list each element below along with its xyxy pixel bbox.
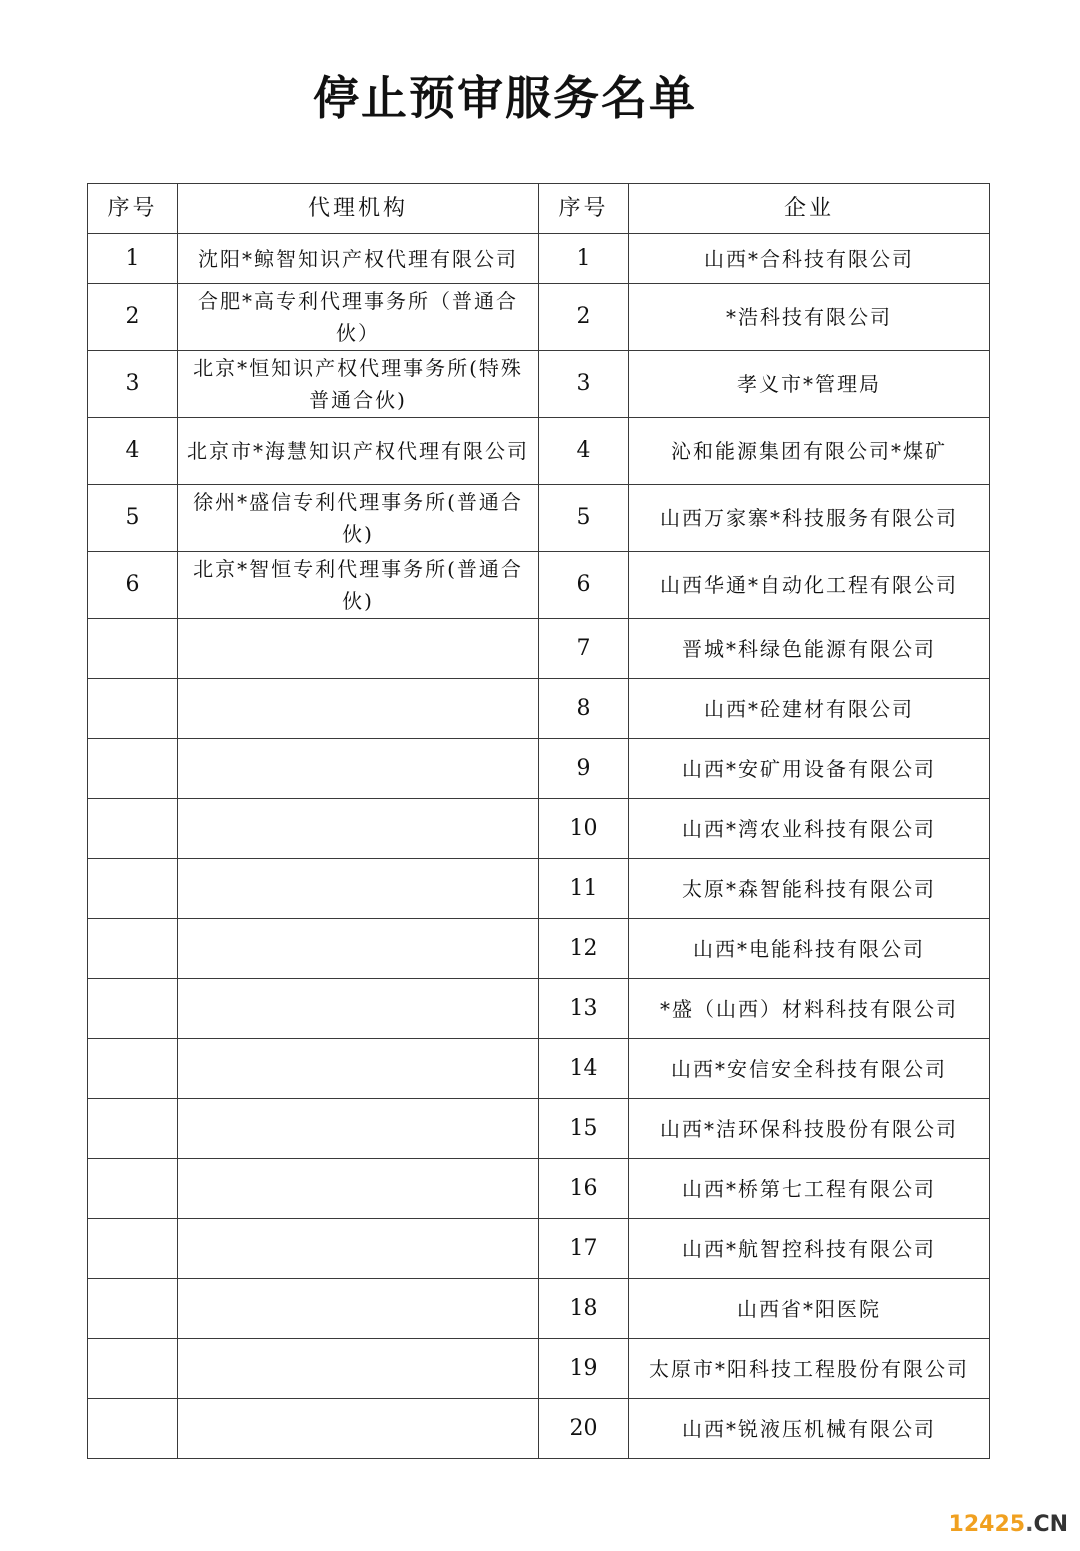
company-seq: 14 bbox=[539, 1039, 629, 1099]
agency-seq bbox=[88, 1099, 178, 1159]
table-row bbox=[88, 859, 990, 919]
company-seq: 5 bbox=[539, 485, 629, 552]
company-name: 沁和能源集团有限公司*煤矿 bbox=[629, 418, 990, 485]
company-name: 太原*森智能科技有限公司 bbox=[629, 859, 990, 919]
agency-name bbox=[178, 799, 539, 859]
agency-seq: 6 bbox=[88, 552, 178, 619]
company-name: 孝义市*管理局 bbox=[629, 351, 990, 418]
agency-seq bbox=[88, 1339, 178, 1399]
company-seq: 16 bbox=[539, 1159, 629, 1219]
agency-seq bbox=[88, 919, 178, 979]
agency-seq: 5 bbox=[88, 485, 178, 552]
table-row bbox=[88, 679, 990, 739]
agency-name: 北京市*海慧知识产权代理有限公司 bbox=[178, 418, 539, 485]
agency-seq: 1 bbox=[88, 234, 178, 284]
company-name: 山西*锐液压机械有限公司 bbox=[629, 1399, 990, 1459]
agency-seq bbox=[88, 679, 178, 739]
table-row bbox=[88, 1099, 990, 1159]
agency-seq bbox=[88, 1039, 178, 1099]
company-seq: 20 bbox=[539, 1399, 629, 1459]
agency-name: 徐州*盛信专利代理事务所(普通合伙) bbox=[178, 485, 539, 552]
agency-seq bbox=[88, 1159, 178, 1219]
company-seq: 18 bbox=[539, 1279, 629, 1339]
company-seq: 15 bbox=[539, 1099, 629, 1159]
company-name: *浩科技有限公司 bbox=[629, 284, 990, 351]
table-row bbox=[88, 1399, 990, 1459]
company-seq: 10 bbox=[539, 799, 629, 859]
company-name: 山西*湾农业科技有限公司 bbox=[629, 799, 990, 859]
company-seq: 2 bbox=[539, 284, 629, 351]
agency-name bbox=[178, 1219, 539, 1279]
table-row bbox=[88, 979, 990, 1039]
agency-name bbox=[178, 1099, 539, 1159]
agency-name bbox=[178, 619, 539, 679]
agency-seq bbox=[88, 1219, 178, 1279]
company-seq: 4 bbox=[539, 418, 629, 485]
company-name: 山西*桥第七工程有限公司 bbox=[629, 1159, 990, 1219]
agency-seq bbox=[88, 799, 178, 859]
table-row bbox=[88, 739, 990, 799]
company-name: 太原市*阳科技工程股份有限公司 bbox=[629, 1339, 990, 1399]
company-name: 山西万家寨*科技服务有限公司 bbox=[629, 485, 990, 552]
page-title: 停止预审服务名单 bbox=[313, 71, 697, 125]
table-row bbox=[88, 1039, 990, 1099]
agency-seq bbox=[88, 1279, 178, 1339]
table-row bbox=[88, 619, 990, 679]
company-name: 山西省*阳医院 bbox=[629, 1279, 990, 1339]
agency-name bbox=[178, 1159, 539, 1219]
company-seq: 11 bbox=[539, 859, 629, 919]
company-seq: 8 bbox=[539, 679, 629, 739]
agency-name: 北京*智恒专利代理事务所(普通合伙) bbox=[178, 552, 539, 619]
agency-name bbox=[178, 1039, 539, 1099]
company-name: 山西*砼建材有限公司 bbox=[629, 679, 990, 739]
agency-seq bbox=[88, 859, 178, 919]
watermark-dot: . bbox=[1025, 1512, 1034, 1537]
table-row bbox=[88, 351, 990, 418]
agency-name bbox=[178, 1399, 539, 1459]
site-watermark bbox=[949, 1512, 1068, 1537]
table-row bbox=[88, 552, 990, 619]
stop-list-table bbox=[87, 183, 990, 1459]
company-name: 山西华通*自动化工程有限公司 bbox=[629, 552, 990, 619]
agency-seq: 3 bbox=[88, 351, 178, 418]
company-seq: 17 bbox=[539, 1219, 629, 1279]
agency-name bbox=[178, 919, 539, 979]
agency-seq bbox=[88, 739, 178, 799]
table-row bbox=[88, 799, 990, 859]
agency-name: 北京*恒知识产权代理事务所(特殊普通合伙) bbox=[178, 351, 539, 418]
company-name: *盛（山西）材料科技有限公司 bbox=[629, 979, 990, 1039]
agency-seq bbox=[88, 979, 178, 1039]
agency-name bbox=[178, 979, 539, 1039]
agency-name: 沈阳*鲸智知识产权代理有限公司 bbox=[178, 234, 539, 284]
agency-name bbox=[178, 1339, 539, 1399]
agency-name: 合肥*高专利代理事务所（普通合伙） bbox=[178, 284, 539, 351]
header-company: 企业 bbox=[629, 184, 990, 234]
company-seq: 12 bbox=[539, 919, 629, 979]
company-name: 山西*航智控科技有限公司 bbox=[629, 1219, 990, 1279]
header-seq-right: 序号 bbox=[539, 184, 629, 234]
agency-name bbox=[178, 679, 539, 739]
company-seq: 9 bbox=[539, 739, 629, 799]
company-name: 山西*电能科技有限公司 bbox=[629, 919, 990, 979]
company-name: 山西*合科技有限公司 bbox=[629, 234, 990, 284]
agency-seq: 4 bbox=[88, 418, 178, 485]
agency-seq bbox=[88, 619, 178, 679]
watermark-suffix: CN bbox=[1033, 1512, 1068, 1537]
company-name: 山西*安矿用设备有限公司 bbox=[629, 739, 990, 799]
company-name: 晋城*科绿色能源有限公司 bbox=[629, 619, 990, 679]
agency-name bbox=[178, 859, 539, 919]
company-seq: 1 bbox=[539, 234, 629, 284]
table-row bbox=[88, 919, 990, 979]
table-row bbox=[88, 418, 990, 485]
agency-seq bbox=[88, 1399, 178, 1459]
header-agency: 代理机构 bbox=[178, 184, 539, 234]
table-row bbox=[88, 234, 990, 284]
table-row bbox=[88, 1279, 990, 1339]
watermark-number: 12425 bbox=[948, 1512, 1026, 1537]
company-seq: 6 bbox=[539, 552, 629, 619]
agency-name bbox=[178, 1279, 539, 1339]
header-seq-left: 序号 bbox=[88, 184, 178, 234]
table-row bbox=[88, 1159, 990, 1219]
company-name: 山西*洁环保科技股份有限公司 bbox=[629, 1099, 990, 1159]
company-seq: 3 bbox=[539, 351, 629, 418]
company-seq: 13 bbox=[539, 979, 629, 1039]
company-seq: 19 bbox=[539, 1339, 629, 1399]
table-row bbox=[88, 485, 990, 552]
table-row bbox=[88, 1219, 990, 1279]
company-seq: 7 bbox=[539, 619, 629, 679]
company-name: 山西*安信安全科技有限公司 bbox=[629, 1039, 990, 1099]
agency-name bbox=[178, 739, 539, 799]
table-row bbox=[88, 1339, 990, 1399]
table-header-row bbox=[88, 184, 990, 234]
agency-seq: 2 bbox=[88, 284, 178, 351]
table-row bbox=[88, 284, 990, 351]
